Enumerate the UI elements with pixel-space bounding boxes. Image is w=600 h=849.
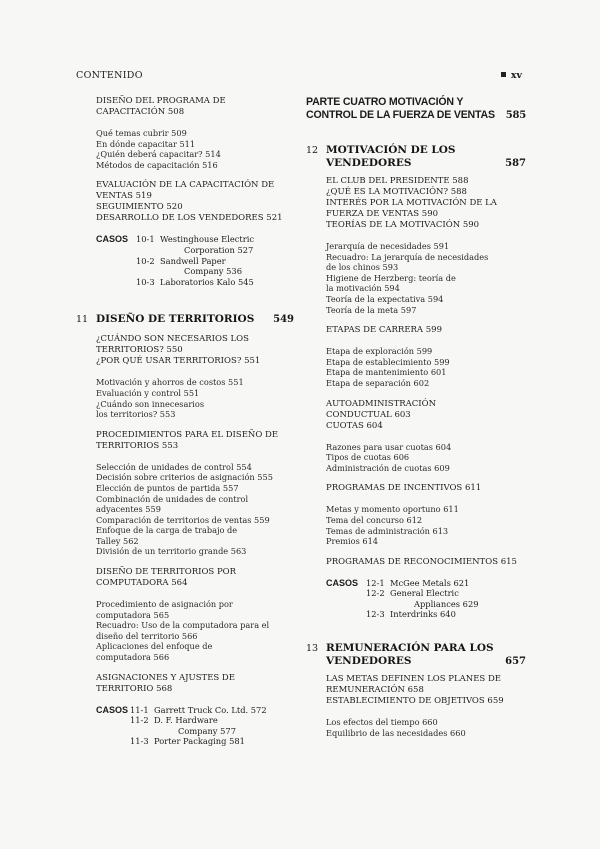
toc-line: adyacentes 559 <box>96 504 161 515</box>
chapter-title: VENDEDORES <box>326 655 412 668</box>
toc-subsection <box>326 442 526 474</box>
case-title: Sandwell Paper <box>160 255 226 266</box>
toc-line: Selección de unidades de control 554 <box>96 461 252 472</box>
chapter-heading <box>306 144 526 157</box>
toc-line: Los efectos del tiempo 660 <box>326 717 438 728</box>
toc-line: DISEÑO DEL PROGRAMA DE <box>96 96 226 106</box>
toc-subsection <box>326 241 526 315</box>
toc-line: EVALUACIÓN DE LA CAPACITACIÓN DE <box>96 180 275 191</box>
toc-line: ¿CUÁNDO SON NECESARIOS LOS <box>96 334 249 345</box>
toc-line: la motivación 594 <box>326 283 400 294</box>
chapter-page: 587 <box>505 158 526 169</box>
case-item <box>136 256 270 277</box>
part-page: 585 <box>505 110 526 121</box>
case-item <box>366 609 500 620</box>
toc-line: Enfoque de la carga de trabajo de <box>96 525 238 536</box>
page-number <box>501 70 522 81</box>
toc-section <box>96 567 294 589</box>
chapter-page: 549 <box>273 314 294 326</box>
chapter-number: 12 <box>306 145 319 156</box>
case-number: 10-2 <box>136 255 155 266</box>
toc-left-column <box>76 96 294 747</box>
toc-line: CONDUCTUAL 603 <box>326 409 411 420</box>
toc-line: Procedimiento de asignación por <box>96 599 233 610</box>
chapter-title: REMUNERACIÓN PARA LOS <box>326 642 494 655</box>
toc-subsection <box>326 717 526 738</box>
toc-line: ¿Quién deberá capacitar? 514 <box>96 149 221 160</box>
toc-line: AUTOADMINISTRACIÓN <box>326 398 437 409</box>
toc-line: EL CLUB DEL PRESIDENTE 588 <box>326 176 469 186</box>
chapter-title: MOTIVACIÓN DE LOS <box>326 144 456 156</box>
toc-line: Qué temas cubrir 509 <box>96 128 187 138</box>
case-number: 10-3 <box>136 276 155 287</box>
toc-line: Etapa de separación 602 <box>326 377 430 388</box>
toc-left-blocks-ch11 <box>96 334 294 747</box>
chapter-heading <box>306 642 526 655</box>
toc-line: Métodos de capacitación 516 <box>96 159 218 170</box>
case-title: D. F. Hardware <box>154 715 218 726</box>
toc-right-column <box>306 96 526 738</box>
toc-subsection <box>96 599 294 663</box>
cases-label: CASOS <box>96 704 129 715</box>
chapter-heading-cont <box>306 157 526 170</box>
toc-section <box>326 674 526 707</box>
toc-section <box>326 176 526 231</box>
case-item <box>130 705 294 716</box>
toc-subsection <box>96 128 294 170</box>
toc-line: Recuadro: La jerarquía de necesidades <box>326 251 489 262</box>
cases-label: CASOS <box>326 577 359 588</box>
toc-line: TERRITORIO 568 <box>96 683 173 694</box>
chapter-heading <box>76 313 294 326</box>
toc-line: Equilibrio de las necesidades 660 <box>326 727 466 738</box>
case-title: Company 536 <box>184 266 242 277</box>
toc-subsection <box>326 504 526 546</box>
toc-line: Administración de cuotas 609 <box>326 462 450 473</box>
case-title: Westinghouse Electric <box>160 234 255 245</box>
toc-line: CAPACITACIÓN 508 <box>96 107 185 117</box>
toc-line: REMUNERACIÓN 658 <box>326 685 424 696</box>
case-title: General Electric <box>390 588 459 599</box>
toc-line: Comparación de territorios de ventas 559 <box>96 514 270 525</box>
case-title: Porter Packaging 581 <box>154 736 245 747</box>
case-title: McGee Metals 621 <box>390 577 470 588</box>
case-title: Company 577 <box>178 725 236 736</box>
toc-line: TERRITORIOS 553 <box>96 440 179 451</box>
chapter-number: 13 <box>306 643 319 655</box>
toc-line: PROGRAMAS DE RECONOCIMIENTOS 615 <box>326 556 517 567</box>
toc-line: En dónde capacitar 511 <box>96 138 196 149</box>
case-title: Corporation 527 <box>184 244 254 255</box>
case-number: 11-3 <box>130 736 149 747</box>
toc-section <box>96 334 294 367</box>
cases-label: CASOS <box>96 234 129 245</box>
toc-line: Metas y momento oportuno 611 <box>326 504 459 515</box>
toc-line: Premios 614 <box>326 536 379 547</box>
toc-line: computadora 566 <box>96 652 170 663</box>
toc-line: Etapa de establecimiento 599 <box>326 356 450 367</box>
toc-line: Jerarquía de necesidades 591 <box>326 241 450 251</box>
toc-line: de los chinos 593 <box>326 262 399 273</box>
toc-line: Tipos de cuotas 606 <box>326 452 410 463</box>
toc-line: PROGRAMAS DE INCENTIVOS 611 <box>326 483 482 494</box>
case-number: 12-1 <box>366 577 385 588</box>
case-item <box>136 234 270 255</box>
toc-line: ¿QUÉ ES LA MOTIVACIÓN? 588 <box>326 187 467 197</box>
toc-line: diseño del territorio 566 <box>96 630 198 641</box>
toc-section <box>326 483 526 494</box>
toc-line: TERRITORIOS? 550 <box>96 345 183 356</box>
toc-line: Evaluación y control 551 <box>96 387 200 398</box>
square-bullet-icon <box>501 72 506 77</box>
case-title: Laboratorios Kalo 545 <box>160 276 254 287</box>
cases-list <box>326 578 526 620</box>
toc-line: ESTABLECIMIENTO DE OBJETIVOS 659 <box>326 696 504 707</box>
toc-line: Decisión sobre criterios de asignación 555 <box>96 472 273 483</box>
case-item <box>130 715 294 736</box>
cases-list <box>96 705 294 747</box>
toc-subsection <box>326 346 526 388</box>
toc-line: Talley 562 <box>96 535 139 546</box>
toc-line: Teoría de la expectativa 594 <box>326 293 444 304</box>
toc-left-blocks <box>96 96 294 287</box>
toc-section <box>96 180 294 224</box>
toc-line: DISEÑO DE TERRITORIOS POR <box>96 567 237 578</box>
case-number: 11-1 <box>130 704 149 715</box>
toc-line: División de un territorio grande 563 <box>96 546 247 557</box>
toc-section <box>96 673 294 695</box>
toc-line: ASIGNACIONES Y AJUSTES DE <box>96 672 235 683</box>
toc-line: ¿Cuándo son innecesarios <box>96 398 205 409</box>
toc-line: Elección de puntos de partida 557 <box>96 482 239 493</box>
toc-line: TEORÍAS DE LA MOTIVACIÓN 590 <box>326 220 480 230</box>
toc-line: LAS METAS DEFINEN LOS PLANES DE <box>326 674 501 685</box>
toc-line: Combinación de unidades de control <box>96 493 249 504</box>
toc-line: Recuadro: Uso de la computadora para el <box>96 620 270 631</box>
toc-line: INTERÉS POR LA MOTIVACIÓN DE LA <box>326 198 497 208</box>
case-number: 12-2 <box>366 588 385 599</box>
toc-section <box>96 430 294 452</box>
case-number: 12-3 <box>366 609 385 620</box>
toc-section <box>326 399 526 432</box>
part-title: PARTE CUATRO MOTIVACIÓN Y <box>306 96 464 108</box>
case-item <box>136 277 270 288</box>
case-number: 11-2 <box>130 715 149 726</box>
toc-line: Aplicaciones del enfoque de <box>96 641 213 652</box>
toc-line: computadora 565 <box>96 609 170 620</box>
case-title: Interdrinks 640 <box>390 609 456 620</box>
running-header-title: CONTENIDO <box>76 70 143 81</box>
toc-right-blocks-ch13 <box>326 674 526 738</box>
cases-list <box>96 234 294 287</box>
toc-line: ¿POR QUÉ USAR TERRITORIOS? 551 <box>96 356 261 367</box>
case-item <box>130 736 294 747</box>
chapter-title: DISEÑO DE TERRITORIOS <box>96 313 255 326</box>
toc-section <box>326 325 526 336</box>
toc-right-blocks <box>326 176 526 620</box>
toc-section <box>96 96 294 118</box>
toc-line: Razones para usar cuotas 604 <box>326 441 452 452</box>
toc-subsection <box>96 377 294 419</box>
toc-line: SEGUIMIENTO 520 <box>96 202 183 213</box>
toc-line: Teoría de la meta 597 <box>326 304 417 315</box>
part-heading <box>306 96 526 122</box>
case-title: Appliances 629 <box>414 598 479 609</box>
toc-line: Tema del concurso 612 <box>326 514 423 525</box>
toc-line: PROCEDIMIENTOS PARA EL DISEÑO DE <box>96 429 279 440</box>
case-number: 10-1 <box>136 234 155 245</box>
page-number-text: xv <box>510 70 522 81</box>
chapter-heading-cont <box>306 655 526 668</box>
toc-line: Temas de administración 613 <box>326 525 449 536</box>
toc-line: Etapa de exploración 599 <box>326 346 433 357</box>
toc-line: VENTAS 519 <box>96 191 152 202</box>
toc-subsection <box>96 462 294 557</box>
toc-line: FUERZA DE VENTAS 590 <box>326 209 439 219</box>
toc-line: Higiene de Herzberg: teoría de <box>326 272 456 283</box>
chapter-number: 11 <box>76 314 89 326</box>
toc-line: Motivación y ahorros de costos 551 <box>96 377 244 388</box>
toc-line: ETAPAS DE CARRERA 599 <box>326 325 442 336</box>
toc-line: CUOTAS 604 <box>326 420 383 431</box>
toc-line: COMPUTADORA 564 <box>96 578 188 589</box>
toc-line: Etapa de mantenimiento 601 <box>326 367 447 378</box>
case-item <box>366 588 500 609</box>
toc-line: los territorios? 553 <box>96 409 176 420</box>
case-title: Garrett Truck Co. Ltd. 572 <box>154 704 267 715</box>
part-title: CONTROL DE LA FUERZA DE VENTAS <box>306 109 495 121</box>
toc-line: DESARROLLO DE LOS VENDEDORES 521 <box>96 213 283 224</box>
chapter-title: VENDEDORES <box>326 157 412 169</box>
chapter-page: 657 <box>505 656 526 668</box>
case-item <box>366 578 500 589</box>
toc-section <box>326 557 526 568</box>
